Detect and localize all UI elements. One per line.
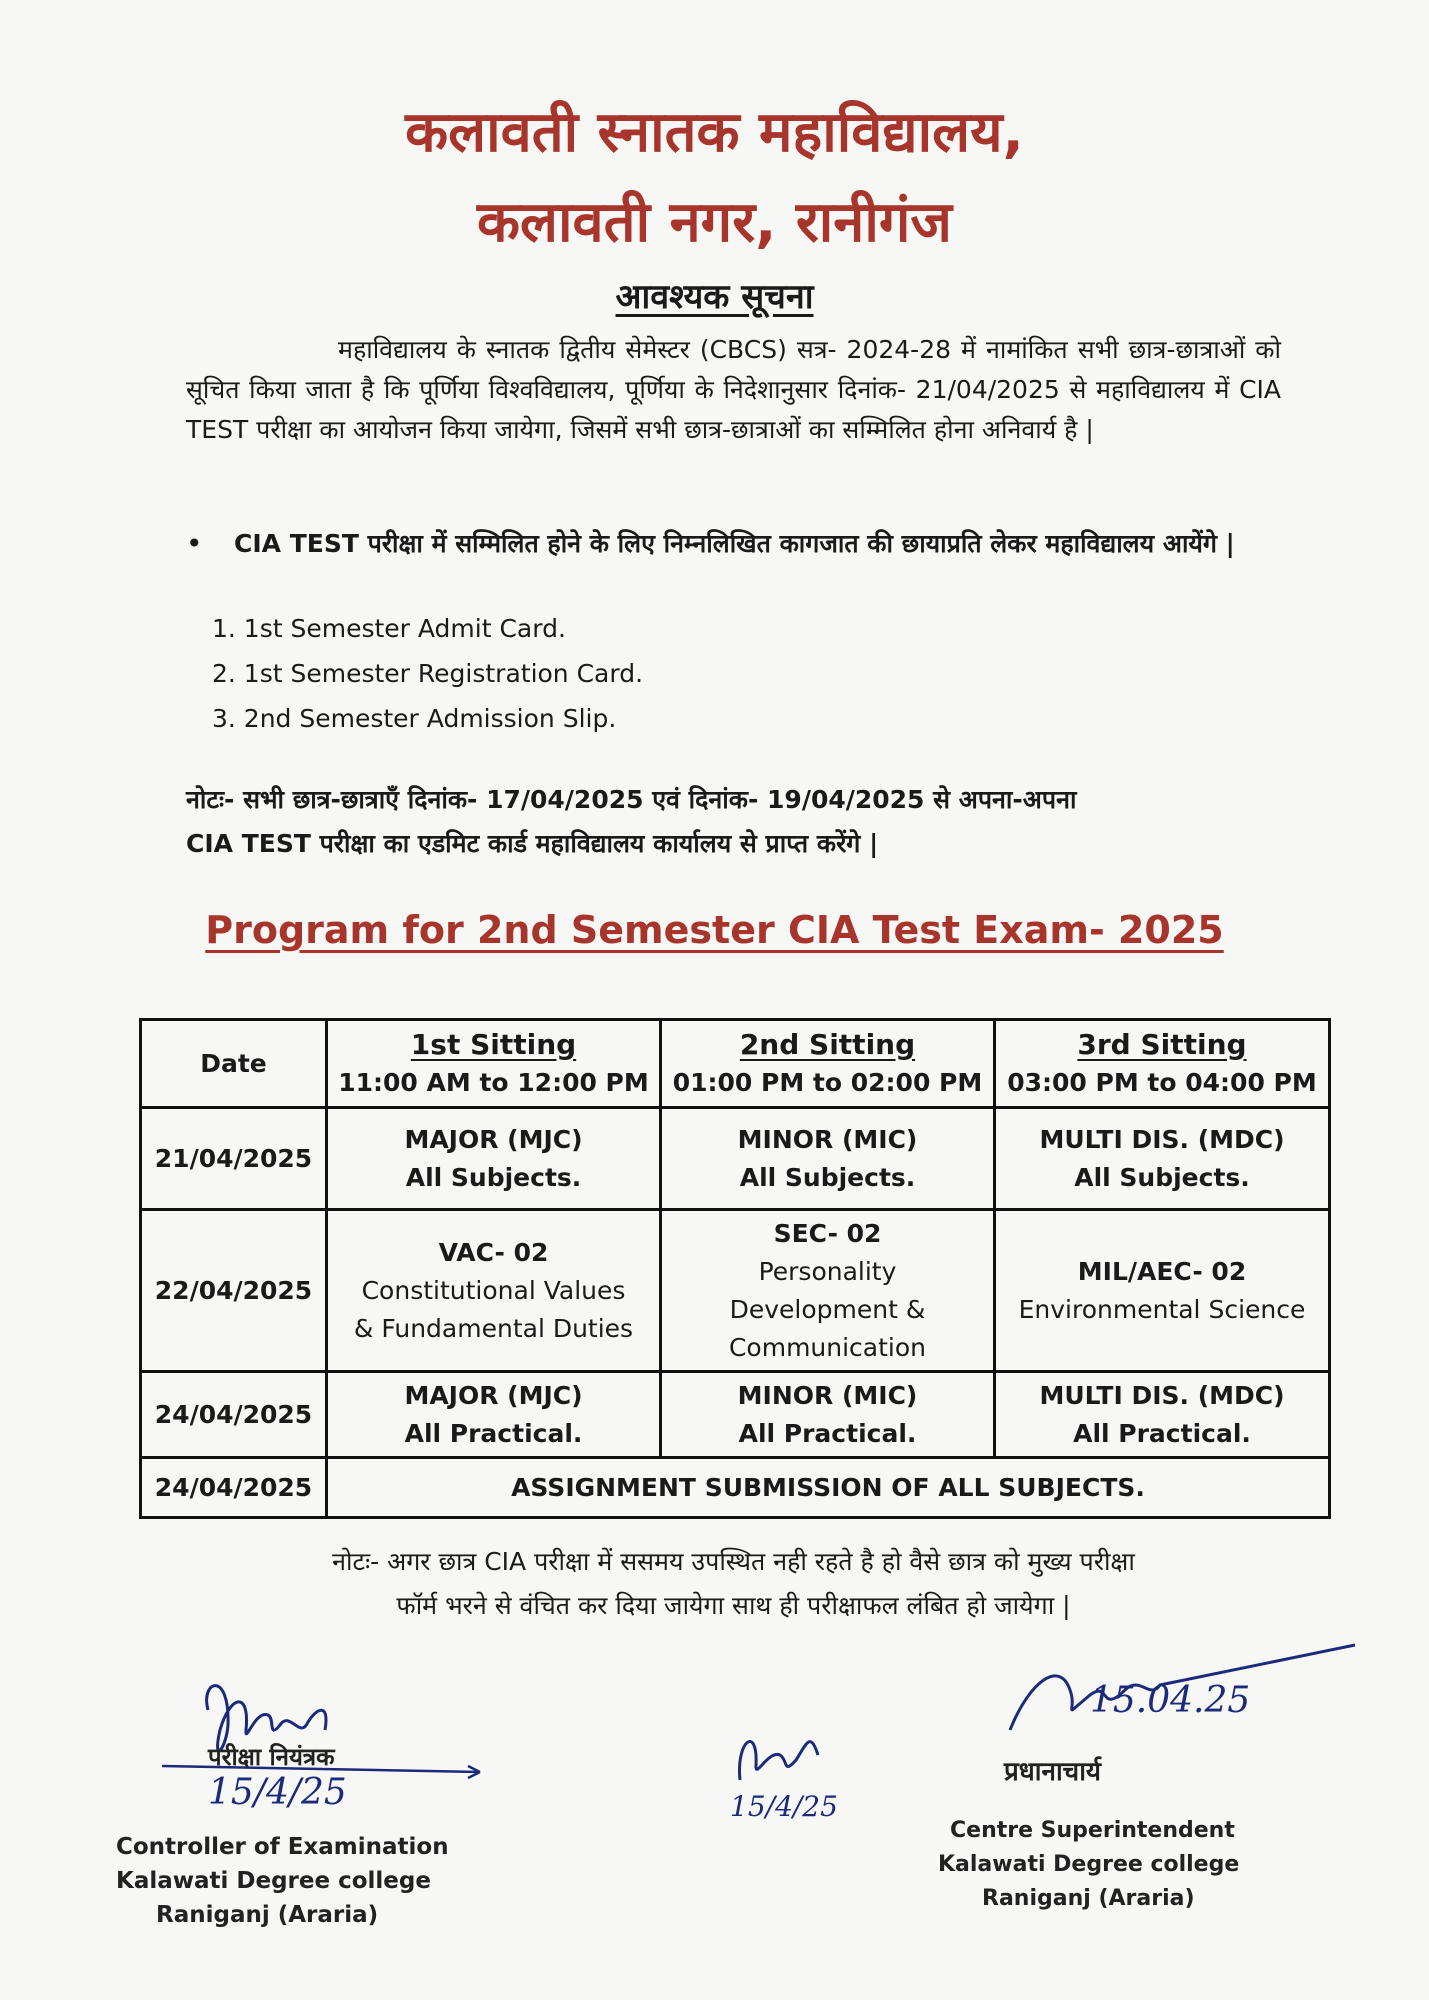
table-row [141, 1372, 1330, 1458]
exam-cell [661, 1108, 995, 1210]
sitting-time: 01:00 PM to 02:00 PM [672, 1067, 983, 1097]
middle-signature [728, 1720, 878, 1800]
date-cell [141, 1108, 327, 1210]
exam-schedule-table [139, 1018, 1331, 1519]
stamp-line: Raniganj (Araria) [156, 1902, 379, 1928]
paper-detail: All Practical. [404, 1418, 583, 1448]
paper-detail: All Subjects. [1074, 1162, 1250, 1192]
paper-code: MINOR (MIC) [737, 1380, 918, 1410]
controller-hindi-title: परीक्षा नियंत्रक [208, 1743, 335, 1771]
paper-code: VAC- 02 [438, 1237, 549, 1267]
paper-code: MIL/AEC- 02 [1077, 1256, 1247, 1286]
exam-cell [327, 1372, 661, 1458]
sitting-name: 1st Sitting [410, 1027, 577, 1061]
paper-code: MULTI DIS. (MDC) [1039, 1380, 1285, 1410]
exam-cell [327, 1108, 661, 1210]
bullet-icon: • [186, 527, 203, 560]
list-item: 1. 1st Semester Admit Card. [212, 614, 566, 643]
sitting-time: 03:00 PM to 04:00 PM [1007, 1067, 1317, 1097]
date-cell [141, 1458, 327, 1518]
date-cell [141, 1210, 327, 1372]
paper-detail: Environmental Science [1018, 1294, 1306, 1324]
exam-cell [995, 1210, 1330, 1372]
sitting-name: 3rd Sitting [1077, 1027, 1247, 1061]
note-line: नोटः- अगर छात्र CIA परीक्षा में ससमय उपस्थित नही रहते है हो वैसे छात्र को मुख्य परीक्षा [332, 1547, 1135, 1576]
paper-code: MAJOR (MJC) [404, 1124, 583, 1154]
intro-paragraph: महाविद्यालय के स्नातक द्वितीय सेमेस्टर (CBCS) सत्र- 2024-28 में नामांकित सभी छात्र-छात्राओं को सूचित किया जाता है कि पूर्णिया विश्वविद्यालय, पूर्णिया के निदेशानुसार दिनांक- 21/04/2025 से महाविद्यालय में CIA TEST परीक्षा का आयोजन किया जायेगा, जिसमें सभी छात्र-छात्राओं का सम्मिलित होना अनिवार्य है | [186, 335, 1281, 444]
exam-cell [661, 1210, 995, 1372]
exam-cell [995, 1372, 1330, 1458]
paper-detail: All Practical. [1073, 1418, 1251, 1448]
controller-stamp [116, 1830, 449, 1932]
table-row [141, 1210, 1330, 1372]
table-row [141, 1458, 1330, 1518]
table-row [141, 1108, 1330, 1210]
sitting-time: 11:00 AM to 12:00 PM [338, 1067, 649, 1097]
date-header [141, 1020, 327, 1108]
date-value: 24/04/2025 [154, 1399, 313, 1429]
sitting-header [327, 1020, 661, 1108]
principal-date: 15.04.25 [1090, 1680, 1251, 1721]
sitting-header [995, 1020, 1330, 1108]
exam-cell [995, 1108, 1330, 1210]
stamp-line: Kalawati Degree college [116, 1868, 431, 1894]
note-line: CIA TEST परीक्षा का एडमिट कार्ड महाविद्यालय कार्यालय से प्राप्त करेंगे | [186, 829, 879, 858]
paper-code: MULTI DIS. (MDC) [1039, 1124, 1285, 1154]
paper-detail: Personality [758, 1256, 897, 1286]
note-line: फॉर्म भरने से वंचित कर दिया जायेगा साथ ही परीक्षाफल लंबित हो जायेगा | [396, 1591, 1071, 1620]
date-value: 22/04/2025 [154, 1275, 313, 1305]
sitting-header [661, 1020, 995, 1108]
program-title [0, 908, 1429, 952]
paper-detail: & Fundamental Duties [353, 1313, 634, 1343]
stamp-line: Kalawati Degree college [938, 1852, 1240, 1877]
notice-title [0, 272, 1429, 318]
paper-detail: Development & [729, 1294, 926, 1324]
paper-code: SEC- 02 [773, 1218, 882, 1248]
note-line: नोटः- सभी छात्र-छात्राएँ दिनांक- 17/04/2025 एवं दिनांक- 19/04/2025 से अपना-अपना [186, 785, 1077, 814]
paper-detail: All Subjects. [739, 1162, 916, 1192]
date-value: 24/04/2025 [154, 1472, 313, 1502]
paper-detail: All Practical. [738, 1418, 917, 1448]
date-cell [141, 1372, 327, 1458]
program-title-text: Program for 2nd Semester CIA Test Exam- 2025 [205, 908, 1224, 952]
stamp-line: Centre Superintendent [950, 1818, 1235, 1843]
centre-superintendent-stamp [938, 1814, 1239, 1916]
exam-cell [327, 1210, 661, 1372]
middle-signature-date: 15/4/25 [730, 1790, 838, 1823]
date-value: 21/04/2025 [154, 1143, 313, 1173]
sitting-name: 2nd Sitting [739, 1027, 916, 1061]
document-requirement-bullet [186, 524, 1281, 564]
absence-warning-note [186, 1540, 1281, 1628]
list-item: 3. 2nd Semester Admission Slip. [212, 704, 617, 733]
required-documents-list [212, 606, 643, 741]
bullet-text: CIA TEST परीक्षा में सम्मिलित होने के लिए निम्नलिखित कागजात की छायाप्रति लेकर महाविद्यालय आयेंगे | [234, 529, 1235, 558]
paper-detail: All Subjects. [405, 1162, 582, 1192]
notice-title-text: आवश्यक सूचना [615, 277, 814, 317]
paper-detail: Constitutional Values [361, 1275, 626, 1305]
college-name-line1: कलावती स्नातक महाविद्यालय, [405, 100, 1024, 165]
stamp-line: Controller of Examination [116, 1834, 449, 1860]
table-header-row [141, 1020, 1330, 1108]
exam-cell [661, 1372, 995, 1458]
college-name-line2: कलावती नगर, रानीगंज [477, 190, 952, 255]
controller-date: 15/4/25 [208, 1772, 347, 1813]
principal-hindi-title: प्रधानाचार्य [1004, 1757, 1102, 1787]
paper-detail: Communication [728, 1332, 927, 1362]
list-item: 2. 1st Semester Registration Card. [212, 659, 644, 688]
stamp-line: Raniganj (Araria) [982, 1886, 1195, 1911]
admit-card-note [186, 778, 1281, 866]
paper-code: MINOR (MIC) [737, 1124, 918, 1154]
assignment-cell [327, 1458, 1330, 1518]
date-header-label: Date [200, 1048, 267, 1078]
paper-code: MAJOR (MJC) [404, 1380, 583, 1410]
assignment-text: ASSIGNMENT SUBMISSION OF ALL SUBJECTS. [511, 1472, 1145, 1502]
